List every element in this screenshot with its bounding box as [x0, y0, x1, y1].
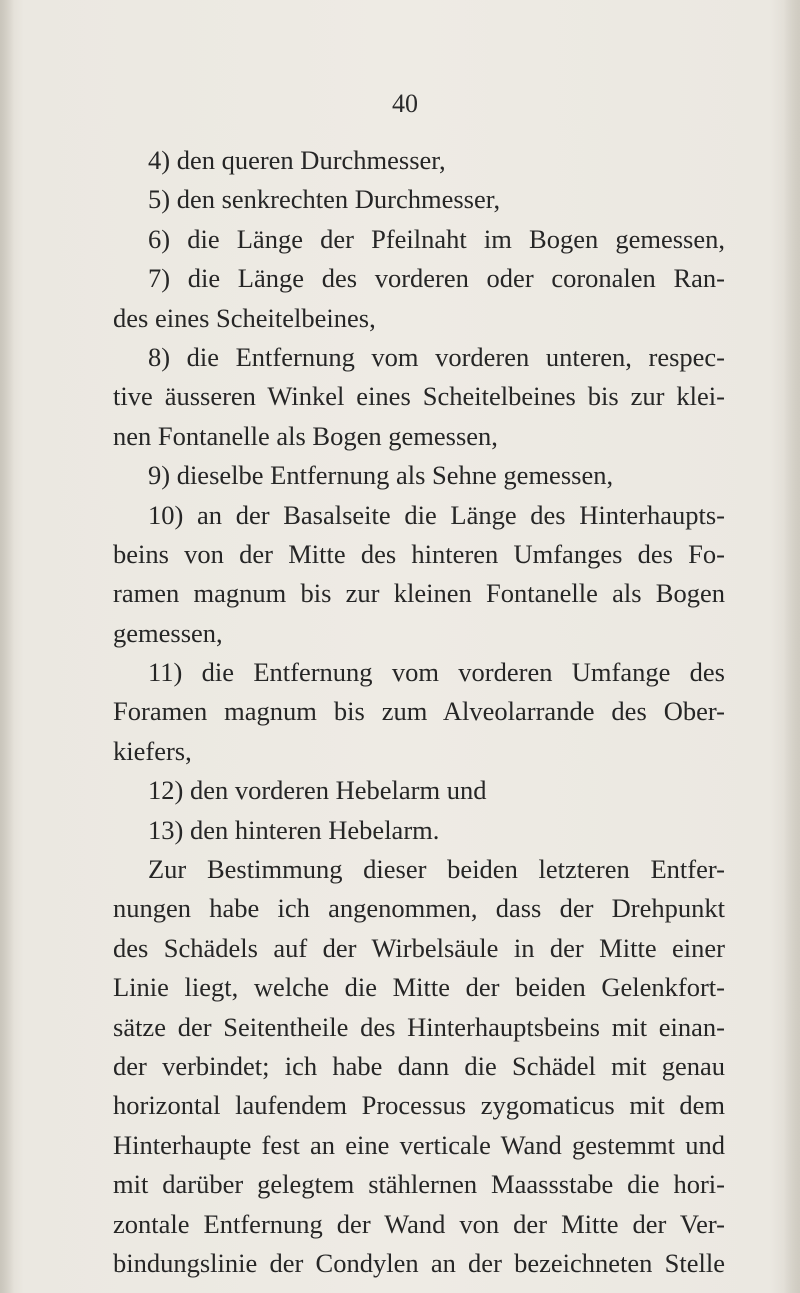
text-line: des eines Scheitelbeines,: [113, 302, 376, 333]
text-line: Hinterhaupte fest an eine verticale Wand gestemmt und: [113, 1129, 725, 1160]
text-line: ramen magnum bis zur kleinen Fontanelle als Bogen: [113, 578, 725, 609]
text-line: 5) den senkrechten Durchmesser,: [148, 184, 501, 215]
text-line: bindungslinie der Condylen an der bezeichneten Stelle: [113, 1247, 725, 1278]
text-line: nen Fontanelle als Bogen gemessen,: [113, 420, 498, 451]
text-line: gemessen,: [113, 617, 223, 648]
text-line: Linie liegt, welche die Mitte der beiden Gelenkfort-: [113, 972, 725, 1003]
text-line: der verbindet; ich habe dann die Schädel mit genau: [113, 1050, 725, 1081]
text-line: 13) den hinteren Hebelarm.: [148, 814, 440, 845]
text-line: nungen habe ich angenommen, dass der Drehpunkt: [113, 893, 725, 924]
text-line: Zur Bestimmung dieser beiden letzteren Entfer-: [148, 854, 725, 885]
page-edge-shadow-left: [0, 0, 14, 1293]
text-line: 7) die Länge des vorderen oder coronalen Ran-: [148, 263, 725, 294]
text-line: tive äusseren Winkel eines Scheitelbeines bis zur klei-: [113, 381, 725, 412]
text-line: kiefers,: [113, 735, 192, 766]
text-line: Foramen magnum bis zum Alveolarrande des Ober-: [113, 696, 725, 727]
text-line: sätze der Seitentheile des Hinterhauptsbeins mit einan-: [113, 1011, 725, 1042]
text-line: 9) dieselbe Entfernung als Sehne gemessen,: [148, 460, 614, 491]
body-text: [113, 141, 725, 1283]
page-number: 40: [392, 89, 418, 118]
page-edge-shadow-right: [784, 0, 800, 1293]
text-line: 8) die Entfernung vom vorderen unteren, respec-: [148, 341, 725, 372]
text-line: horizontal laufendem Processus zygomaticus mit dem: [113, 1090, 725, 1121]
text-line: des Schädels auf der Wirbelsäule in der Mitte einer: [113, 932, 725, 963]
text-line: beins von der Mitte des hinteren Umfanges des Fo-: [113, 538, 725, 569]
text-line: 4) den queren Durchmesser,: [148, 145, 446, 175]
text-line: 6) die Länge der Pfeilnaht im Bogen gemessen,: [148, 223, 725, 254]
text-line: zontale Entfernung der Wand von der Mitte der Ver-: [113, 1208, 725, 1239]
text-line: 10) an der Basalseite die Länge des Hinterhaupts-: [148, 499, 725, 530]
text-line: 12) den vorderen Hebelarm und: [148, 775, 487, 806]
text-line: mit darüber gelegtem stählernen Maassstabe die hori-: [113, 1169, 725, 1200]
text-line: 11) die Entfernung vom vorderen Umfange des: [148, 657, 725, 688]
